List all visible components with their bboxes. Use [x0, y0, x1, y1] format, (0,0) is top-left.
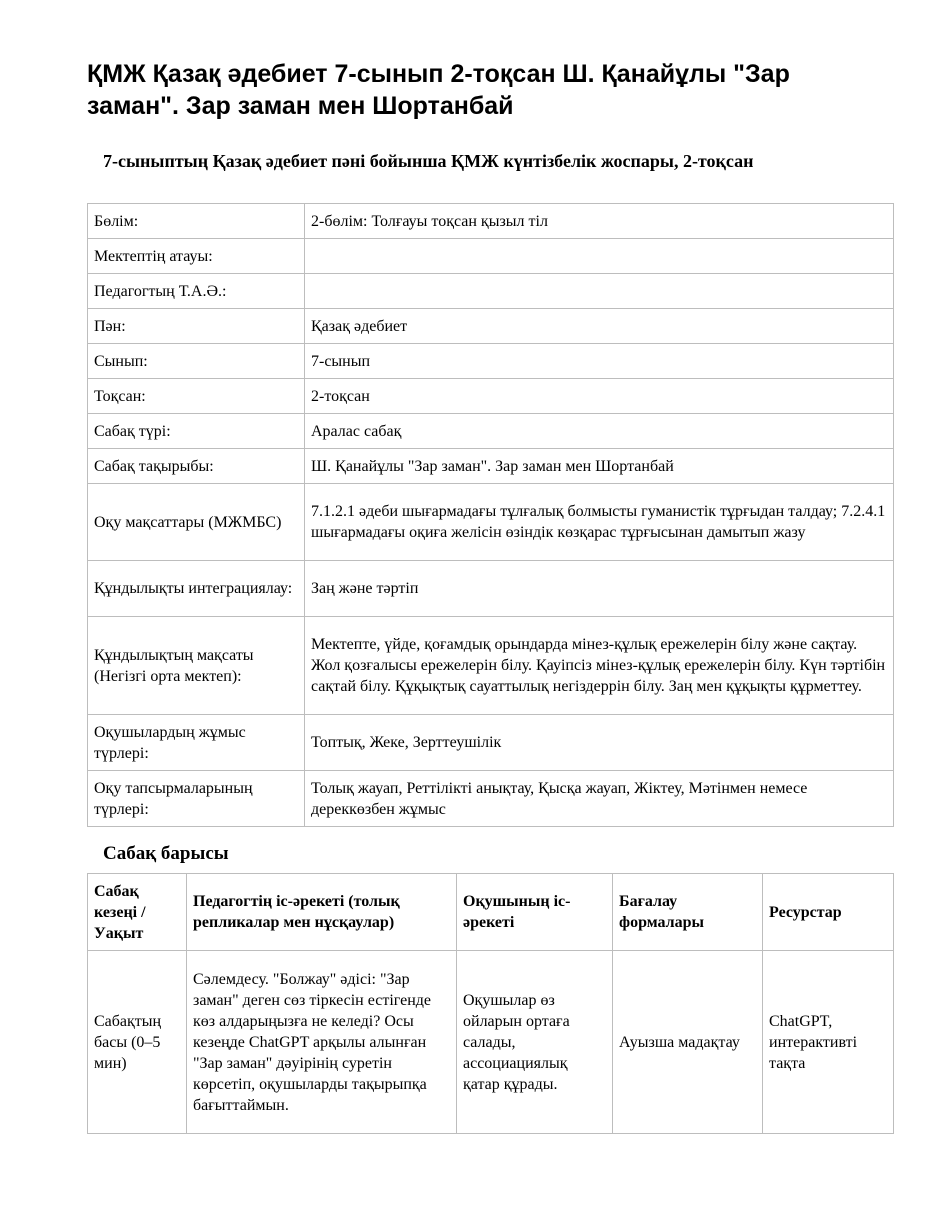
row-label: Құндылықтың мақсаты (Негізгі орта мектеп): — [88, 617, 305, 715]
cell-stage: Сабақтың басы (0–5 мин) — [88, 951, 187, 1134]
column-header-assessment: Бағалау формалары — [613, 874, 763, 951]
row-value: 2-тоқсан — [305, 379, 894, 414]
cell-teacher-activity: Сәлемдесу. "Болжау" әдісі: "Зар заман" деген сөз тіркесін естігенде көз алдарыңызға не келеді? Осы кезеңде ChatGPT арқылы алынған "Зар заман" дәуірінің суретін көрсетіп, оқушыларды тақырыпқа бағыттаймын. — [187, 951, 457, 1134]
row-label: Сабақ тақырыбы: — [88, 449, 305, 484]
row-value: 7.1.2.1 әдеби шығармадағы тұлғалық болмысты гуманистік тұрғыдан талдау; 7.2.4.1 шығармадағы оқиға желісін өзіндік көзқарас тұрғысынан дамытып жазу — [305, 484, 894, 561]
row-value: Топтық, Жеке, Зерттеушілік — [305, 715, 894, 771]
lesson-info-table — [87, 203, 894, 827]
row-label: Бөлім: — [88, 204, 305, 239]
table-row — [88, 771, 894, 827]
lesson-progress-table — [87, 873, 894, 1134]
row-value — [305, 239, 894, 274]
row-value: Аралас сабақ — [305, 414, 894, 449]
table-row — [88, 204, 894, 239]
column-header-student-activity: Оқушының іс-әрекеті — [457, 874, 613, 951]
row-label: Сынып: — [88, 344, 305, 379]
row-value — [305, 274, 894, 309]
row-value: Ш. Қанайұлы "Зар заман". Зар заман мен Шортанбай — [305, 449, 894, 484]
row-value: 7-сынып — [305, 344, 894, 379]
lesson-section-title: Сабақ барысы — [103, 843, 229, 864]
row-label: Сабақ түрі: — [88, 414, 305, 449]
table-row — [88, 274, 894, 309]
row-value: 2-бөлім: Толғауы тоқсан қызыл тіл — [305, 204, 894, 239]
column-header-resources: Ресурстар — [763, 874, 894, 951]
row-label: Педагогтың Т.А.Ә.: — [88, 274, 305, 309]
table-row — [88, 414, 894, 449]
table-row — [88, 484, 894, 561]
page-title: ҚМЖ Қазақ әдебиет 7-сынып 2-тоқсан Ш. Қанайұлы "Зар заман". Зар заман мен Шортанбай — [87, 60, 790, 120]
column-header-teacher-activity: Педагогтің іс-әрекеті (толық репликалар мен нұсқаулар) — [187, 874, 457, 951]
table-row — [88, 239, 894, 274]
table-row — [88, 561, 894, 617]
row-label: Оқу мақсаттары (МЖМБС) — [88, 484, 305, 561]
table-row — [88, 379, 894, 414]
row-value: Мектепте, үйде, қоғамдық орындарда мінез-құлық ережелерін білу және сақтау. Жол қозғалысы ережелерін білу. Қауіпсіз мінез-құлық ережелерін білу. Күн тәртібін сақтай білу. Құқықтық сауаттылық негіздеррін білу. Заң мен құқықты құрметтеу. — [305, 617, 894, 715]
row-label: Құндылықты интеграциялау: — [88, 561, 305, 617]
row-value: Заң және тәртіп — [305, 561, 894, 617]
table-row — [88, 617, 894, 715]
cell-assessment: Ауызша мадақтау — [613, 951, 763, 1134]
row-value: Қазақ әдебиет — [305, 309, 894, 344]
table-header-row — [88, 874, 894, 951]
cell-student-activity: Оқушылар өз ойларын ортаға салады, ассоциациялық қатар құрады. — [457, 951, 613, 1134]
row-label: Пән: — [88, 309, 305, 344]
column-header-stage: Сабақ кезеңі / Уақыт — [88, 874, 187, 951]
row-label: Оқушылардың жұмыс түрлері: — [88, 715, 305, 771]
row-label: Тоқсан: — [88, 379, 305, 414]
table-row — [88, 715, 894, 771]
table-row — [88, 344, 894, 379]
table-row — [88, 951, 894, 1134]
table-row — [88, 449, 894, 484]
row-label: Мектептің атауы: — [88, 239, 305, 274]
row-label: Оқу тапсырмаларының түрлері: — [88, 771, 305, 827]
plan-subtitle: 7-сыныптың Қазақ әдебиет пәні бойынша ҚМЖ күнтізбелік жоспары, 2-тоқсан — [103, 151, 754, 171]
row-value: Толық жауап, Реттілікті анықтау, Қысқа жауап, Жіктеу, Мәтінмен немесе дереккөзбен жұмыс — [305, 771, 894, 827]
table-row — [88, 309, 894, 344]
cell-resources: ChatGPT, интерактивті тақта — [763, 951, 894, 1134]
